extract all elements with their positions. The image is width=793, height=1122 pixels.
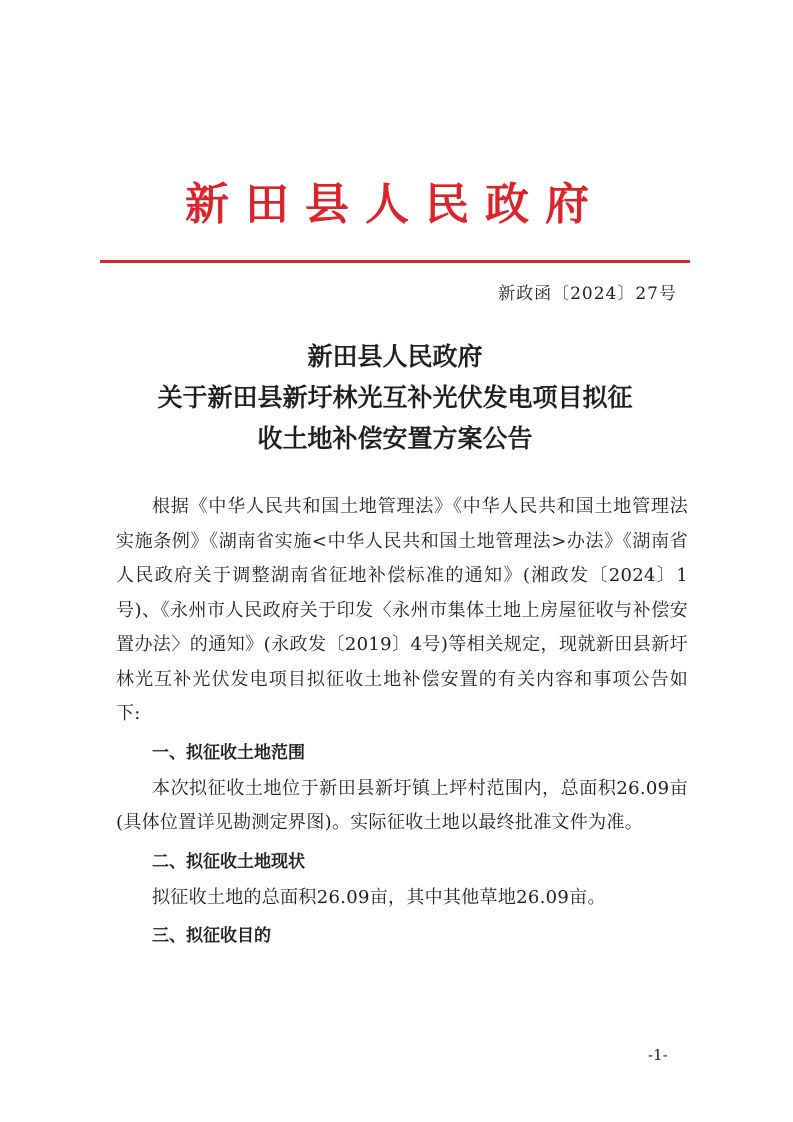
section-3-heading: 三、拟征收目的 — [152, 926, 271, 946]
section-1-heading: 一、拟征收土地范围 — [152, 742, 305, 763]
section-1-paragraph: 本次拟征收土地位于新田县新圩镇上坪村范围内，总面积26.09亩(具体位置详见勘测定界图)。实际征收土地以最终批准文件为准。 — [116, 777, 688, 833]
section-2-paragraph: 拟征收土地的总面积26.09亩，其中其他草地26.09亩。 — [152, 886, 606, 908]
intro-paragraph: 根据《中华人民共和国土地管理法》《中华人民共和国土地管理法实施条例》《湖南省实施<中华人民共和国土地管理法>办法》《湖南省人民政府关于调整湖南省征地补偿标准的通知》(湘政发〔2024〕1号)、《永州市人民政府关于印发〈永州市集体土地上房屋征收与补偿安置办法〉的通知》(永政发〔2019〕4号)等相关规定，现就新田县新圩林光互补光伏发电项目拟征收土地补偿安置的有关内容和事项公告如下: — [116, 496, 688, 724]
red-header-rule — [100, 260, 690, 263]
issuing-authority-header: 新田县人民政府 — [185, 179, 605, 230]
page-number: -1- — [648, 1046, 668, 1064]
document-body — [116, 490, 688, 955]
document-title — [100, 336, 690, 459]
section-2-heading: 二、拟征收土地现状 — [152, 851, 305, 872]
title-line-3: 收土地补偿安置方案公告 — [257, 424, 533, 453]
title-line-2: 关于新田县新圩林光互补光伏发电项目拟征 — [157, 383, 633, 412]
document-number: 新政函〔2024〕27号 — [498, 284, 677, 304]
title-line-1: 新田县人民政府 — [307, 342, 483, 371]
